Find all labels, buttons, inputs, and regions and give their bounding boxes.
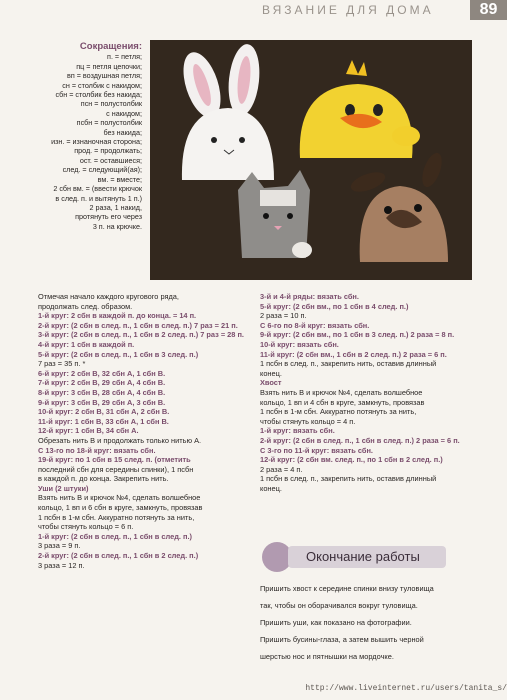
text-line: чтобы стянуть кольцо = 4 п. bbox=[260, 416, 356, 426]
text-line: шерстью нос и пятнышки на мордочке. bbox=[260, 652, 394, 662]
text-line: 1 псбн в 1-м сбн. Аккуратно потянуть за нить, bbox=[260, 407, 417, 417]
text-line: Пришить уши, как показано на фотографии. bbox=[260, 618, 412, 628]
text-line: 4-й круг: 1 сбн в каждой п. bbox=[38, 339, 135, 349]
abbreviation-item: след. = следующий(ая); bbox=[62, 165, 142, 175]
text-line: 1-й круг: 2 сбн в каждой п. до конца. = 14 п. bbox=[38, 311, 197, 321]
text-line: Хвост bbox=[260, 378, 282, 388]
text-line: 1 псбн в след. п., закрепить нить, оставив длинный bbox=[260, 474, 437, 484]
text-line: Взять нить В и крючок №4, сделать волшебное bbox=[38, 493, 201, 503]
finishing-section-header bbox=[262, 542, 448, 572]
text-line: 3-й и 4-й ряды: вязать сбн. bbox=[260, 292, 359, 301]
text-line: 2 раза = 4 п. bbox=[260, 464, 303, 474]
text-line: 19-й круг: по 1 сбн в 15 след. п. (отметить bbox=[38, 455, 191, 465]
abbreviation-item: вп = воздушная петля; bbox=[67, 71, 142, 81]
abbreviation-item: п. = петля; bbox=[107, 52, 142, 62]
text-line: 1 псбн в след. п., закрепить нить, оставив длинный bbox=[260, 359, 437, 369]
text-line: Уши (2 штуки) bbox=[38, 483, 89, 493]
text-line: 12-й круг: 1 сбн В, 34 сбн А. bbox=[38, 426, 139, 436]
text-line: 11-й круг: (2 сбн вм., 1 сбн в 2 след. п.) 2 раза = 6 п. bbox=[260, 349, 447, 359]
abbreviation-item: 3 п. на крючке. bbox=[92, 221, 142, 231]
text-line: С 3-го по 11-й круг: вязать сбн. bbox=[260, 445, 373, 455]
abbreviation-item: в след. п. и вытянуть 1 п.) bbox=[55, 193, 142, 203]
abbreviation-item: протянуть его через bbox=[75, 212, 142, 222]
text-line: в каждой п. до конца. Закрепить нить. bbox=[38, 474, 169, 484]
abbreviation-item: сбн = столбик без накида; bbox=[55, 90, 142, 100]
text-line: кольцо, 1 вп и 4 сбн в круге, замкнуть, провязав bbox=[260, 397, 425, 407]
instructions-left-column bbox=[38, 292, 268, 570]
text-line: 7 раз = 35 п. * bbox=[38, 359, 86, 369]
text-line: Пришить хвост к середине спинки внизу туловища bbox=[260, 584, 434, 594]
abbreviation-item: ост. = оставшиеся; bbox=[79, 155, 142, 165]
finishing-title: Окончание работы bbox=[288, 546, 446, 568]
abbreviation-item: псн = полустолбик bbox=[80, 99, 142, 109]
source-url: http://www.liveinternet.ru/users/tanita_s/ bbox=[305, 684, 507, 693]
abbreviation-item: прод. = продолжать; bbox=[74, 146, 142, 156]
finishing-instructions bbox=[260, 577, 480, 669]
text-line: продолжать след. образом. bbox=[38, 301, 133, 311]
hats-illustration bbox=[150, 40, 472, 280]
text-line: Взять нить В и крючок №4, сделать волшебное bbox=[260, 387, 423, 397]
abbreviation-item: сн = столбик с накидом; bbox=[62, 80, 142, 90]
text-line: Отмечая начало каждого кругового ряда, bbox=[38, 292, 179, 301]
instructions-right-column bbox=[260, 292, 490, 493]
text-line: Обрезать нить В и продолжать только нитью А. bbox=[38, 435, 202, 445]
text-line: С 6-го по 8-й круг: вязать сбн. bbox=[260, 320, 370, 330]
text-line: 1 псбн в 1-м сбн. Аккуратно потянуть за нить, bbox=[38, 512, 195, 522]
text-line: 2-й круг: (2 сбн в след. п., 1 сбн в 2 след. п.) bbox=[38, 551, 199, 561]
text-line: 10-й круг: 2 сбн В, 31 сбн А, 2 сбн В. bbox=[38, 407, 170, 417]
egg-cozies-photo bbox=[150, 40, 472, 280]
text-line: 5-й круг: (2 сбн вм., по 1 сбн в 4 след. п.) bbox=[260, 301, 409, 311]
abbreviations-list bbox=[8, 52, 142, 231]
text-line: 5-й круг: (2 сбн в след. п., 1 сбн в 3 след. п.) bbox=[38, 349, 199, 359]
text-line: 2-й круг: (2 сбн в след. п., 1 сбн в след. п.) 7 раз = 21 п. bbox=[38, 320, 238, 330]
text-line: 9-й круг: (2 сбн вм., по 1 сбн в 3 след. п.) 2 раза = 8 п. bbox=[260, 330, 455, 340]
abbreviation-item: 2 раза, 1 накид, bbox=[89, 202, 142, 212]
text-line: 2 раза = 10 п. bbox=[260, 311, 307, 321]
text-line: 3-й круг: (2 сбн в след. п., 1 сбн в 2 след. п.) 7 раз = 28 п. bbox=[38, 330, 244, 340]
text-line: 3 раза = 9 п. bbox=[38, 541, 81, 551]
abbreviation-item: без накида; bbox=[103, 127, 142, 137]
text-line: последний сбн для середины спинки), 1 псбн bbox=[38, 464, 194, 474]
text-line: 9-й круг: 3 сбн В, 29 сбн А, 3 сбн В. bbox=[38, 397, 166, 407]
text-line: С 13-го по 18-й круг: вязать сбн. bbox=[38, 445, 156, 455]
abbreviation-item: пц = петля цепочки; bbox=[76, 61, 142, 71]
text-line: конец. bbox=[260, 483, 282, 493]
text-line: 6-й круг: 2 сбн В, 32 сбн А, 1 сбн В. bbox=[38, 368, 166, 378]
text-line: 8-й круг: 3 сбн В, 28 сбн А, 4 сбн В. bbox=[38, 387, 166, 397]
abbreviations-title: Сокращения: bbox=[79, 41, 142, 52]
abbreviation-item: с накидом; bbox=[106, 108, 142, 118]
text-line: Пришить бусины-глаза, а затем вышить черной bbox=[260, 635, 424, 645]
text-line: 1-й круг: вязать сбн. bbox=[260, 426, 335, 436]
page-number: 89 bbox=[470, 0, 507, 20]
text-line: так, чтобы он оборачивался вокруг туловища. bbox=[260, 601, 418, 611]
abbreviation-item: псбн = полустолбик bbox=[76, 118, 142, 128]
abbreviations-block bbox=[8, 42, 142, 272]
text-line: 7-й круг: 2 сбн В, 29 сбн А, 4 сбн В. bbox=[38, 378, 166, 388]
abbreviation-item: изн. = изнаночная сторона; bbox=[51, 137, 142, 147]
abbreviation-item: 2 сбн вм. = (ввести крючок bbox=[53, 184, 142, 194]
text-line: конец. bbox=[260, 368, 282, 378]
text-line: чтобы стянуть кольцо = 6 п. bbox=[38, 522, 134, 532]
text-line: 2-й круг: (2 сбн в след. п., 1 сбн в след. п.) 2 раза = 6 п. bbox=[260, 435, 460, 445]
text-line: 12-й круг: (2 сбн вм. след. п., по 1 сбн в 2 след. п.) bbox=[260, 455, 443, 465]
section-header: ВЯЗАНИЕ ДЛЯ ДОМА bbox=[262, 3, 434, 17]
text-line: 11-й круг: 1 сбн В, 33 сбн А, 1 сбн В. bbox=[38, 416, 169, 426]
text-line: кольцо, 1 вп и 6 сбн в круге, замкнуть, провязав bbox=[38, 503, 203, 513]
text-line: 3 раза = 12 п. bbox=[38, 560, 85, 570]
text-line: 10-й круг: вязать сбн. bbox=[260, 339, 339, 349]
abbreviation-item: вм. = вместе; bbox=[97, 174, 142, 184]
text-line: 1-й круг: (2 сбн в след. п., 1 сбн в след. п.) bbox=[38, 531, 192, 541]
